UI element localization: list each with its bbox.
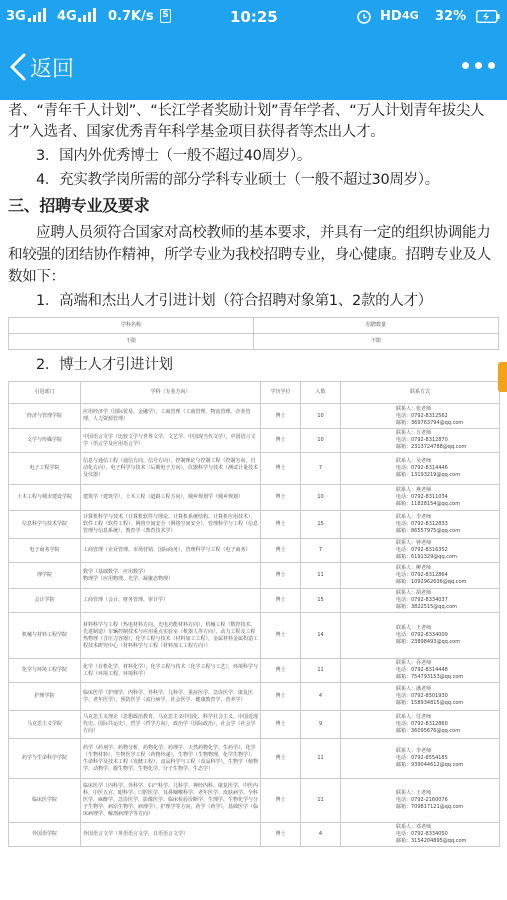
table-row	[9, 711, 500, 739]
cell-major: 药学（药剂学、药物分析、药物化学、药理学、天然药物化学、生药学），化学（生物材料），生物医学工程（药物传递），生物学（生物物理、化学生物学）、生命科学及技术工程（发酵工程），食品科学与工程（食品科学），生物学（植物学、动物学、微生物学、生物化学、分子生物学、生态学）	[81, 739, 261, 779]
header-cell: 学科名称	[9, 318, 254, 334]
cell-num: 11	[301, 563, 341, 589]
header-cell: 联系方式	[341, 382, 500, 404]
table-row	[9, 659, 500, 683]
plan-2-heading: 2．博士人才引进计划	[36, 357, 173, 373]
cell-major: 中国语言文学（比较文学与世界文学、文艺学、中国现当代文学），中国语言文学（语言学及应用语言学）	[81, 429, 261, 453]
header-cell: 学科（专业方向）	[81, 382, 261, 404]
cell-contact: 联系人：乔老师 电话：0792-8314448 邮箱：754793153@qq.com	[341, 659, 500, 683]
cell-major: 数学（基础数学、应用数学） 物理学（应用物理、光学、凝聚态物理）	[81, 563, 261, 589]
cell-degree: 博士	[261, 659, 301, 683]
cell-major: 外国语言文学（英语语言文学，日语语言文学）	[81, 823, 261, 847]
cell-major: 建筑学（建筑学），土木工程（道路工程方向），城乡规划学（城乡规划）	[81, 485, 261, 511]
battery-percent: 32%	[435, 9, 467, 24]
table-talent-plan	[8, 317, 499, 350]
cell-major: 材料科学与工程（热电材料方向、光电功能材料方向），机械工程（数控技术、先进制造）车辆控制技术与应用重点实验室（机器人等方向），动力工程及工程热物理（含压力容器），化学工程与技术（材料加工工程），金属材料金属构造工程技术研究中心（材料科学与工程（材料加工工程方向））	[81, 613, 261, 659]
section-heading: 三、招聘专业及要求	[8, 196, 150, 215]
cell-degree: 博士	[261, 563, 301, 589]
cell-dept: 电子商务学院	[9, 539, 81, 563]
cell-dept: 护理学院	[9, 683, 81, 711]
cell-major: 工商管理（企业管理、市场营销、国际商务），管理科学与工程（电子商务）	[81, 539, 261, 563]
header-cell: 学历学位	[261, 382, 301, 404]
table-row	[9, 429, 500, 453]
table-header-row	[9, 382, 500, 404]
net-type: 4G	[402, 9, 419, 22]
cell-contact: 联系人：潘老师 电话：0792-8501930 邮箱：158934815@qq.com	[341, 683, 500, 711]
clock: 10:25	[230, 8, 278, 26]
header-cell: 招聘数量	[254, 318, 499, 334]
carrier-3g: 3G	[6, 9, 26, 24]
cell-degree: 博士	[261, 511, 301, 539]
cell-degree: 博士	[261, 779, 301, 823]
cell-dept: 药学与生命科学学院	[9, 739, 81, 779]
cell-dept: 土木工程与城市建设学院	[9, 485, 81, 511]
table-row	[9, 404, 500, 429]
cell-contact: 联系人：张老师 电话：0792-8312562 邮箱：369763794@qq.com	[341, 404, 500, 429]
cell-major: 工商管理（会计、财务管理、审计学）	[81, 589, 261, 613]
cell-num: 11	[301, 779, 341, 823]
cell-contact: 联系人：邓老师 电话：0792-8334050 邮箱：3154204895@qq.com	[341, 823, 500, 847]
cell-contact: 联系人：付老师 电话：0792-8312860 邮箱：36095676@qq.com	[341, 711, 500, 739]
cell-degree: 博士	[261, 589, 301, 613]
cell-num: 9	[301, 711, 341, 739]
cell-contact: 联系人：万老师 电话：0792-8312870 邮箱：2313724788@qq.com	[341, 429, 500, 453]
side-float-tab[interactable]	[498, 362, 507, 392]
cell-major: 马克思主义理论（思想政治教育、马克思主义中国化、科学社会主义、中国近现代史、国际共运史），哲学（哲学方向），政治学（国际政治），社会学（社会学方向）	[81, 711, 261, 739]
table-phd-plan	[8, 381, 500, 847]
cell-major: 应用经济学（国际贸易、金融学），工商管理（工商管理、物流管理、企业管理、人力资源管理）	[81, 404, 261, 429]
cell-contact: 联系人：钟老师 电话：0792-8316352 邮箱：6191329@qq.com	[341, 539, 500, 563]
back-label: 返回	[30, 56, 75, 82]
cell-dept: 经济与管理学院	[9, 404, 81, 429]
table-row	[9, 739, 500, 779]
cell-major: 临床医学（护理学、内科学、外科学、儿科学、重症医学、急诊医学、康复医学、老年医学），预防医学（流行病学、社会医学、健康教育学、营养学）	[81, 683, 261, 711]
cell-dept: 临床医学院	[9, 779, 81, 823]
cell-num: 10	[301, 429, 341, 453]
cell-contact: 联系人：李老师 电话：0792-8554185 邮箱：939044612@qq.com	[341, 739, 500, 779]
table-row	[9, 511, 500, 539]
cell-num: 14	[301, 613, 341, 659]
cell-contact: 联系人：吴老师 电话：0792-8314446 邮箱：13193219@qq.com	[341, 453, 500, 485]
cell-dept: 信息科学与技术学院	[9, 511, 81, 539]
header-cell: 人数	[301, 382, 341, 404]
table-row	[9, 539, 500, 563]
header-cell: 引进部门	[9, 382, 81, 404]
cell-degree: 博士	[261, 429, 301, 453]
cell-major: 计算机科学与技术（计算机软件与理论、计算机系统结构、计算机应用技术），软件工程（软件工程），网络空间安全（网络空间安全），管理科学与工程（信息管理与信息系统），教育学（教育技术学）	[81, 511, 261, 539]
battery-icon	[476, 10, 500, 27]
cell-degree: 博士	[261, 711, 301, 739]
status-bar	[0, 0, 507, 34]
cell-degree: 博士	[261, 683, 301, 711]
cell-num: 15	[301, 511, 341, 539]
cell-degree: 博士	[261, 613, 301, 659]
table-row	[9, 485, 500, 511]
signal-icon	[28, 8, 48, 26]
carrier-4g: 4G	[57, 9, 77, 24]
table-row	[9, 334, 499, 350]
recruit-item-4: 4．充实教学岗所需的部分学科专业硕士（一般不超过30周岁）。	[36, 172, 439, 188]
cell-num: 11	[301, 659, 341, 683]
cell-contact: 联系人：李老师 电话：0792-8312833 邮箱：86557975@qq.com	[341, 511, 500, 539]
sim-icon: S	[160, 9, 171, 23]
cell-degree: 博士	[261, 404, 301, 429]
cell-num: 7	[301, 453, 341, 485]
recruit-item-3: 3．国内外优秀博士（一般不超过40周岁）。	[36, 148, 312, 164]
back-chevron-icon	[8, 52, 28, 82]
table-header-row	[9, 318, 499, 334]
cell-major: 信息与通信工程（通信方向、信号方向），控制理论与控制工程（控制方向、自动化方向），电子科学与技术（后期电子方向），仪器科学与技术（测试计量技术及仪器）	[81, 453, 261, 485]
table-row	[9, 613, 500, 659]
cell-num: 4	[301, 823, 341, 847]
requirements-paragraph: 应聘人员须符合国家对高校教师的基本要求，并具有一定的组织协调能力和较强的团结协作精神，所学专业为我校招聘专业，身心健康。招聘专业及人数如下：	[8, 225, 491, 285]
signal-icon-2	[78, 8, 98, 26]
table-row	[9, 453, 500, 485]
nav-bar	[0, 34, 507, 100]
cell-contact: 联系人：胡老师 电话：0792-8334037 邮箱：3822515@qq.com	[341, 589, 500, 613]
alarm-icon	[356, 8, 372, 28]
cell-dept: 理学院	[9, 563, 81, 589]
cell: 不限	[254, 334, 499, 350]
cell-degree: 博士	[261, 739, 301, 779]
cell-dept: 外国语学院	[9, 823, 81, 847]
cell-num: 4	[301, 683, 341, 711]
article-content	[0, 100, 507, 900]
more-icon[interactable]	[462, 62, 495, 69]
cell-num: 11	[301, 739, 341, 779]
cell-contact: 联系人：王老师 电话：0792-8334009 邮箱：23898493@qq.com	[341, 613, 500, 659]
table-row	[9, 589, 500, 613]
cell-major: 化学（有机化学、材料化学），化学工程与技术（化学工程与工艺），环境科学与工程（环境工程、环境科学）	[81, 659, 261, 683]
cell: 不限	[9, 334, 254, 350]
cell-dept: 文学与传媒学院	[9, 429, 81, 453]
cell-dept: 会计学院	[9, 589, 81, 613]
cell-dept: 电子工程学院	[9, 453, 81, 485]
cell-degree: 博士	[261, 485, 301, 511]
cell-num: 10	[301, 485, 341, 511]
cell-num: 15	[301, 589, 341, 613]
table-row	[9, 823, 500, 847]
cell-degree: 博士	[261, 453, 301, 485]
cell-contact: 联系人：王老师 电话：0792-2160076 邮箱：709817121@qq.com	[341, 779, 500, 823]
cell-degree: 博士	[261, 539, 301, 563]
cell-degree: 博士	[261, 823, 301, 847]
cell-major: 临床医学（内科学、外科学、妇产科学、儿科学、神经内科、康复医学、中医内科、中医五官、眼科学、口腔医学、耳鼻咽喉科学、老年医学、皮肤病学、全科医学、麻醉学、急诊医学、影像医学、临床检验诊断学、生理学、生物化学与分子生物学、病原生物学、病理学），护理学等方向，药学（药学），基础医学（临床病理学、解剖病理学等方向）	[81, 779, 261, 823]
cell-num: 10	[301, 404, 341, 429]
back-button[interactable]	[8, 52, 74, 82]
hd-label: HD	[380, 9, 402, 24]
cell-dept: 化学与环境工程学院	[9, 659, 81, 683]
table-row	[9, 779, 500, 823]
cell-num: 7	[301, 539, 341, 563]
cell-dept: 马克思主义学院	[9, 711, 81, 739]
cell-dept: 机械与材料工程学院	[9, 613, 81, 659]
net-speed: 0.7K/s	[108, 9, 154, 24]
cell-contact: 联系人：柳老师 电话：0792-8312864 邮箱：1092962636@qq.com	[341, 563, 500, 589]
table-row	[9, 563, 500, 589]
table-row	[9, 683, 500, 711]
cell-contact: 联系人：燕老师 电话：0792-8311034 邮箱：11828154@qq.com	[341, 485, 500, 511]
intro-continuation: 者、“青年千人计划”、“长江学者奖励计划”青年学者、“万人计划青年拔尖人才”入选者、国家优秀青年科学基金项目获得者等杰出人才。	[8, 103, 485, 140]
plan-1-heading: 1．高端和杰出人才引进计划（符合招聘对象第1、2款的人才）	[36, 293, 432, 309]
